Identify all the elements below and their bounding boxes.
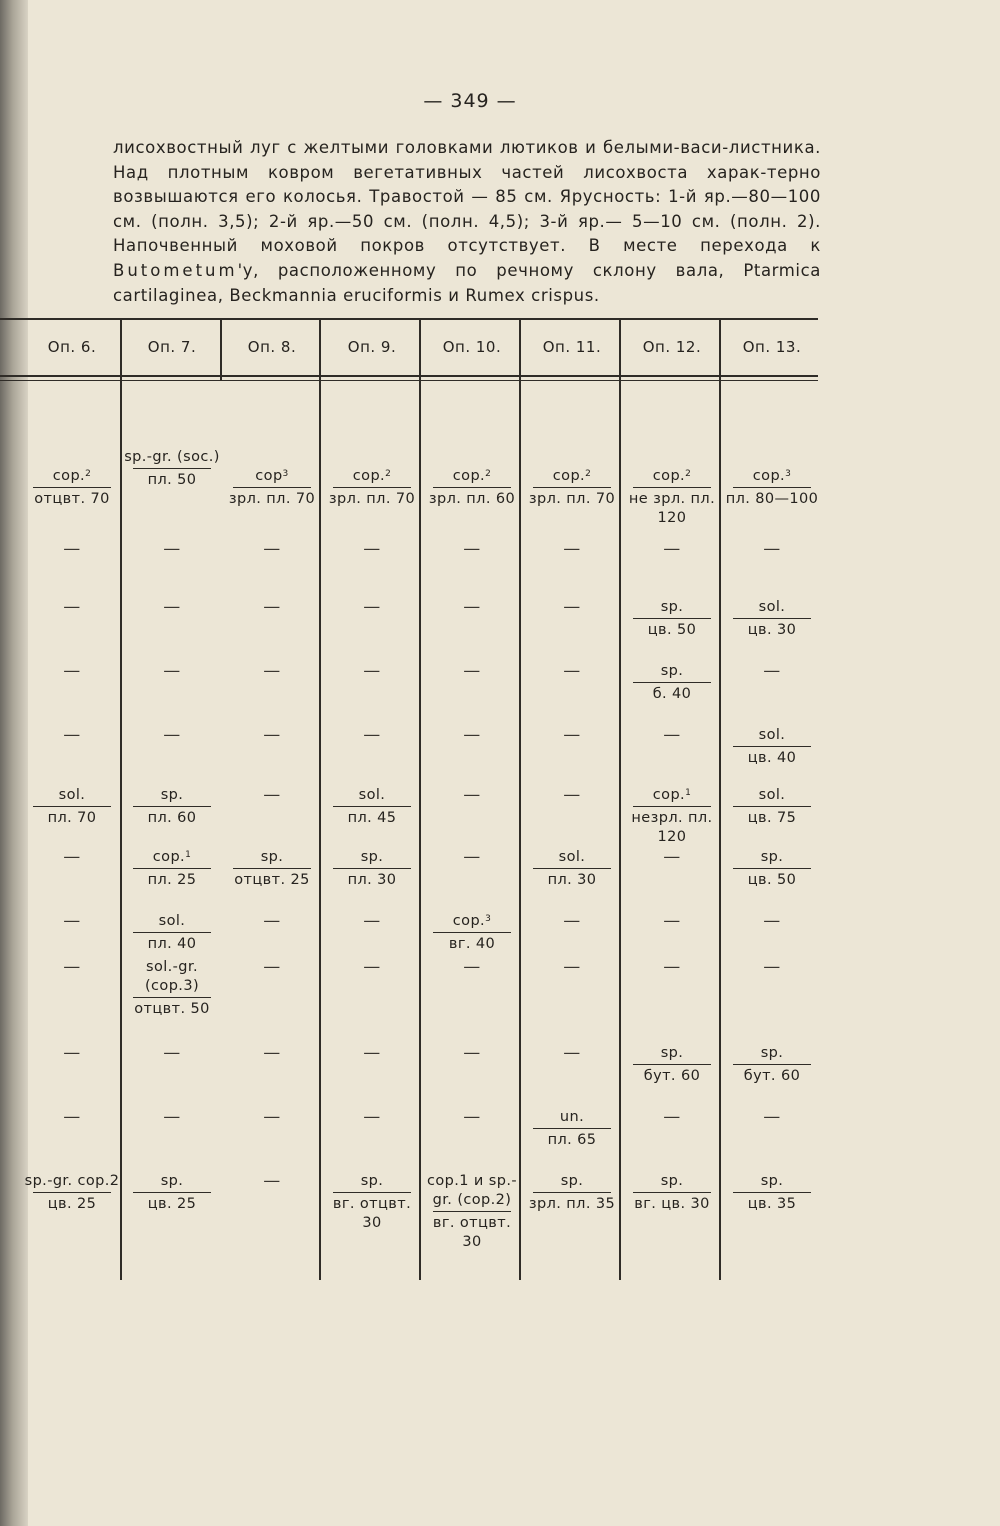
dash-mark: — xyxy=(63,661,81,681)
dash-mark: — xyxy=(463,725,481,745)
column-header-op11: Оп. 11. xyxy=(542,338,602,356)
cell-phenology: не зрл. пл. 120 xyxy=(628,491,716,527)
table-cell xyxy=(522,467,622,509)
table-cell-empty xyxy=(222,912,322,931)
dash-mark: — xyxy=(163,661,181,681)
cell-superscript: 3 xyxy=(282,469,289,479)
table-cell-empty xyxy=(622,1108,722,1127)
table-cell xyxy=(122,786,222,828)
table-cell-empty xyxy=(222,540,322,559)
cell-phenology: пл. 70 xyxy=(47,810,97,827)
fraction-rule xyxy=(733,487,811,488)
cell-phenology: пл. 80—100 xyxy=(725,491,819,508)
cell-phenology: вг. отцвт. 30 xyxy=(432,1215,512,1251)
dash-mark: — xyxy=(463,847,481,867)
table-cell xyxy=(722,726,822,768)
cell-abundance: cop$^3$ xyxy=(255,468,289,484)
cell-superscript: 1 xyxy=(185,850,192,860)
cell-abundance: cop.$^3$ xyxy=(452,913,492,929)
table-cell-empty xyxy=(422,540,522,559)
cell-abundance: sp. xyxy=(260,849,284,865)
cell-abundance: cop.$^2$ xyxy=(52,468,92,484)
dash-mark: — xyxy=(463,957,481,977)
cell-phenology: пл. 30 xyxy=(347,872,397,889)
dash-mark: — xyxy=(663,957,681,977)
cell-abundance: cop.$^2$ xyxy=(352,468,392,484)
dash-mark: — xyxy=(263,661,281,681)
dash-mark: — xyxy=(763,661,781,681)
dash-mark: — xyxy=(663,725,681,745)
table-cell-empty xyxy=(422,1044,522,1063)
cell-phenology: цв. 25 xyxy=(147,1196,197,1213)
fraction-rule xyxy=(733,868,811,869)
fraction-rule xyxy=(633,1192,711,1193)
table-cell-empty xyxy=(422,1108,522,1127)
table-cell-empty xyxy=(322,598,422,617)
cell-abundance: sol. xyxy=(58,787,86,803)
cell-superscript: 3 xyxy=(485,914,492,924)
table-cell-empty xyxy=(522,540,622,559)
cell-abundance: sp. xyxy=(360,1173,384,1189)
table-cell-empty xyxy=(722,1108,822,1127)
cell-abundance: sp. xyxy=(660,599,684,615)
fraction-rule xyxy=(133,932,211,933)
cell-abundance: cop.$^1$ xyxy=(652,787,692,803)
table-cell-empty xyxy=(522,912,622,931)
cell-phenology: цв. 25 xyxy=(47,1196,97,1213)
cell-abundance: sol. xyxy=(758,599,786,615)
table-cell-empty xyxy=(322,958,422,977)
fraction-rule xyxy=(633,682,711,683)
table-cell-empty xyxy=(322,1108,422,1127)
dash-mark: — xyxy=(463,539,481,559)
dash-mark: — xyxy=(363,725,381,745)
cell-phenology: зрл. пл. 35 xyxy=(528,1196,616,1213)
dash-mark: — xyxy=(263,785,281,805)
table-cell-empty xyxy=(422,726,522,745)
table-cell xyxy=(422,912,522,954)
fraction-rule xyxy=(333,1192,411,1193)
table-cell-empty xyxy=(622,726,722,745)
fraction-rule xyxy=(633,618,711,619)
fraction-rule xyxy=(433,932,511,933)
table-cell-empty xyxy=(622,958,722,977)
table-cell xyxy=(622,467,722,528)
cell-phenology: отцвт. 70 xyxy=(34,491,110,508)
cell-phenology: зрл. пл. 70 xyxy=(328,491,416,508)
cell-abundance: sol. xyxy=(558,849,586,865)
fraction-rule xyxy=(33,1192,111,1193)
table-cell-empty xyxy=(722,540,822,559)
cell-abundance: sp.-gr. (soc.) xyxy=(124,449,220,465)
fraction-rule xyxy=(533,487,611,488)
column-header-op9: Оп. 9. xyxy=(347,338,397,356)
dash-mark: — xyxy=(563,661,581,681)
table-cell-empty xyxy=(222,786,322,805)
table-cell xyxy=(122,912,222,954)
dash-mark: — xyxy=(63,597,81,617)
dash-mark: — xyxy=(263,957,281,977)
cell-phenology: цв. 35 xyxy=(747,1196,797,1213)
cell-abundance: un. xyxy=(559,1109,585,1125)
table-cell-empty xyxy=(322,912,422,931)
fraction-rule xyxy=(233,868,311,869)
table-cell-empty xyxy=(122,726,222,745)
table-cell-empty xyxy=(322,662,422,681)
table-cell xyxy=(22,786,122,828)
cell-phenology: цв. 30 xyxy=(747,622,797,639)
dash-mark: — xyxy=(463,1043,481,1063)
table-cell-empty xyxy=(722,958,822,977)
intro-text-part-2: 'у, расположенному по речному склону вала, Ptarmica cartilaginea, Beckmannia eruciformis и Rumex crispus. xyxy=(113,260,821,305)
table-cell xyxy=(122,1172,222,1214)
table-cell-empty xyxy=(22,726,122,745)
table-cell-empty xyxy=(22,662,122,681)
table-cell xyxy=(322,786,422,828)
table-cell-empty xyxy=(122,1044,222,1063)
cell-abundance: sp. xyxy=(360,849,384,865)
table-cell xyxy=(422,1172,522,1252)
cell-phenology: пл. 65 xyxy=(547,1132,597,1149)
cell-phenology: цв. 50 xyxy=(747,872,797,889)
table-cell-empty xyxy=(422,848,522,867)
intro-butometum: Butometum xyxy=(113,260,238,280)
fraction-rule xyxy=(233,487,311,488)
table-cell xyxy=(122,848,222,890)
cell-phenology: пл. 60 xyxy=(147,810,197,827)
fraction-rule xyxy=(633,806,711,807)
fraction-rule xyxy=(433,487,511,488)
cell-phenology: вг. 40 xyxy=(448,936,496,953)
table-cell-empty xyxy=(522,662,622,681)
dash-mark: — xyxy=(663,911,681,931)
dash-mark: — xyxy=(663,847,681,867)
column-header-op6: Оп. 6. xyxy=(47,338,97,356)
table-cell xyxy=(722,1044,822,1086)
dash-mark: — xyxy=(563,957,581,977)
table-cell-empty xyxy=(722,912,822,931)
dash-mark: — xyxy=(763,957,781,977)
cell-phenology: пл. 30 xyxy=(547,872,597,889)
cell-phenology: зрл. пл. 70 xyxy=(528,491,616,508)
cell-abundance: cop.$^2$ xyxy=(552,468,592,484)
cell-superscript: 2 xyxy=(485,469,492,479)
table-cell xyxy=(522,848,622,890)
dash-mark: — xyxy=(263,911,281,931)
fraction-rule xyxy=(733,1192,811,1193)
cell-abundance: sp. xyxy=(560,1173,584,1189)
table-cell-empty xyxy=(422,662,522,681)
dash-mark: — xyxy=(263,597,281,617)
dash-mark: — xyxy=(463,661,481,681)
table-cell-empty xyxy=(522,958,622,977)
table-cell xyxy=(222,848,322,890)
intro-text-part-1: лисохвостный луг с желтыми головками лютиков и белыми-васи-листника. Над плотным ковром вегетативных частей лисохвоста харак-терно возвышаются его колосья. Травостой — 85 см. Ярусность: 1-й яр.—80—100 см. (полн. 3,5); 2-й яр.—50 см. (полн. 4,5); 3-й яр.— 5—10 см. (полн. 2). Напочвенный моховой покров отсутствует. В месте перехода к xyxy=(113,138,821,256)
cell-superscript: 2 xyxy=(385,469,392,479)
dash-mark: — xyxy=(563,539,581,559)
table-top-rule xyxy=(0,318,818,320)
dash-mark: — xyxy=(363,1107,381,1127)
cell-abundance: cop.1 и sp.-gr. (cop.2) xyxy=(427,1173,517,1208)
table-cell xyxy=(422,467,522,509)
column-divider xyxy=(220,318,222,380)
fraction-rule xyxy=(433,1211,511,1212)
cell-phenology: пл. 40 xyxy=(147,936,197,953)
table-cell-empty xyxy=(522,598,622,617)
dash-mark: — xyxy=(663,539,681,559)
cell-abundance: sol. xyxy=(758,787,786,803)
table-cell-empty xyxy=(22,912,122,931)
cell-phenology: бут. 60 xyxy=(643,1068,701,1085)
table-cell-empty xyxy=(422,958,522,977)
column-header-op13: Оп. 13. xyxy=(742,338,802,356)
table-cell xyxy=(722,786,822,828)
cell-abundance: cop.$^2$ xyxy=(652,468,692,484)
cell-abundance: sol. xyxy=(158,913,186,929)
cell-abundance: sp. xyxy=(660,1173,684,1189)
dash-mark: — xyxy=(463,597,481,617)
cell-phenology: бут. 60 xyxy=(743,1068,801,1085)
fraction-rule xyxy=(33,487,111,488)
table-cell-empty xyxy=(122,662,222,681)
table-cell-empty xyxy=(22,1108,122,1127)
fraction-rule xyxy=(133,868,211,869)
fraction-rule xyxy=(733,618,811,619)
cell-abundance: cop.$^3$ xyxy=(752,468,792,484)
cell-abundance: sol. xyxy=(358,787,386,803)
fraction-rule xyxy=(633,487,711,488)
table-cell xyxy=(522,1172,622,1214)
table-cell xyxy=(622,786,722,847)
dash-mark: — xyxy=(363,957,381,977)
table-cell-empty xyxy=(22,1044,122,1063)
dash-mark: — xyxy=(363,597,381,617)
fraction-rule xyxy=(533,1192,611,1193)
column-header-op10: Оп. 10. xyxy=(442,338,502,356)
dash-mark: — xyxy=(163,725,181,745)
table-cell xyxy=(122,448,222,490)
table-cell xyxy=(22,467,122,509)
table-cell-empty xyxy=(722,662,822,681)
table-cell-empty xyxy=(622,540,722,559)
dash-mark: — xyxy=(563,725,581,745)
fraction-rule xyxy=(333,806,411,807)
cell-phenology: отцвт. 25 xyxy=(234,872,310,889)
dash-mark: — xyxy=(63,957,81,977)
fraction-rule xyxy=(533,868,611,869)
dash-mark: — xyxy=(163,1107,181,1127)
table-cell-empty xyxy=(222,1108,322,1127)
dash-mark: — xyxy=(363,911,381,931)
table-cell-empty xyxy=(422,786,522,805)
cell-phenology: пл. 25 xyxy=(147,872,197,889)
fraction-rule xyxy=(133,997,211,998)
page-number: — 349 — xyxy=(423,90,517,112)
dash-mark: — xyxy=(363,1043,381,1063)
cell-abundance: sol.-gr. (cop.3) xyxy=(145,959,199,994)
dash-mark: — xyxy=(63,539,81,559)
cell-phenology: вг. цв. 30 xyxy=(634,1196,710,1213)
table-cell xyxy=(322,848,422,890)
cell-abundance: sp. xyxy=(760,849,784,865)
table-cell-empty xyxy=(222,726,322,745)
table-cell xyxy=(722,1172,822,1214)
table-cell-empty xyxy=(122,1108,222,1127)
dash-mark: — xyxy=(563,911,581,931)
table-cell-empty xyxy=(322,540,422,559)
fraction-rule xyxy=(733,746,811,747)
table-cell-empty xyxy=(322,1044,422,1063)
table-cell xyxy=(722,598,822,640)
cell-phenology: цв. 50 xyxy=(647,622,697,639)
cell-phenology: б. 40 xyxy=(652,686,692,703)
cell-abundance: cop.$^2$ xyxy=(452,468,492,484)
cell-abundance: cop.$^1$ xyxy=(152,849,192,865)
table-cell-empty xyxy=(222,958,322,977)
dash-mark: — xyxy=(663,1107,681,1127)
fraction-rule xyxy=(533,1128,611,1129)
table-cell-empty xyxy=(122,540,222,559)
cell-abundance: sp. xyxy=(160,1173,184,1189)
dash-mark: — xyxy=(363,661,381,681)
table-cell-empty xyxy=(522,1044,622,1063)
cell-phenology: зрл. пл. 70 xyxy=(228,491,316,508)
table-cell-empty xyxy=(222,1044,322,1063)
column-header-op12: Оп. 12. xyxy=(642,338,702,356)
dash-mark: — xyxy=(163,1043,181,1063)
dash-mark: — xyxy=(563,597,581,617)
fraction-rule xyxy=(33,806,111,807)
dash-mark: — xyxy=(263,1171,281,1191)
table-cell xyxy=(522,1108,622,1150)
dash-mark: — xyxy=(63,847,81,867)
dash-mark: — xyxy=(363,539,381,559)
cell-phenology: отцвт. 50 xyxy=(134,1001,210,1018)
dash-mark: — xyxy=(263,539,281,559)
dash-mark: — xyxy=(463,785,481,805)
table-cell xyxy=(222,467,322,509)
table-cell-empty xyxy=(622,848,722,867)
dash-mark: — xyxy=(563,785,581,805)
fraction-rule xyxy=(733,806,811,807)
table-cell xyxy=(122,958,222,1019)
table-cell-empty xyxy=(622,912,722,931)
table-header-bottom-rule-2 xyxy=(0,380,818,381)
table-cell-empty xyxy=(22,848,122,867)
cell-phenology: цв. 75 xyxy=(747,810,797,827)
cell-superscript: 3 xyxy=(785,469,792,479)
cell-phenology: цв. 40 xyxy=(747,750,797,767)
cell-phenology: вг. отцвт. 30 xyxy=(332,1196,412,1232)
dash-mark: — xyxy=(63,1043,81,1063)
fraction-rule xyxy=(333,487,411,488)
table-cell xyxy=(322,467,422,509)
dash-mark: — xyxy=(63,725,81,745)
table-cell xyxy=(722,848,822,890)
dash-mark: — xyxy=(63,1107,81,1127)
cell-phenology: пл. 50 xyxy=(147,472,197,489)
dash-mark: — xyxy=(563,1043,581,1063)
table-header-bottom-rule xyxy=(0,375,818,377)
cell-phenology: пл. 45 xyxy=(347,810,397,827)
dash-mark: — xyxy=(763,1107,781,1127)
fraction-rule xyxy=(133,1192,211,1193)
cell-abundance: sp. xyxy=(660,663,684,679)
table-cell-empty xyxy=(522,726,622,745)
table-cell-empty xyxy=(22,540,122,559)
table-cell-empty xyxy=(322,726,422,745)
cell-phenology: зрл. пл. 60 xyxy=(428,491,516,508)
table-cell xyxy=(622,662,722,704)
dash-mark: — xyxy=(463,1107,481,1127)
dash-mark: — xyxy=(163,597,181,617)
fraction-rule xyxy=(733,1064,811,1065)
dash-mark: — xyxy=(763,911,781,931)
cell-superscript: 2 xyxy=(685,469,692,479)
cell-superscript: 1 xyxy=(685,788,692,798)
table-cell-empty xyxy=(22,598,122,617)
table-cell xyxy=(722,467,822,509)
cell-abundance: sol. xyxy=(758,727,786,743)
cell-abundance: sp. xyxy=(660,1045,684,1061)
cell-superscript: 2 xyxy=(85,469,92,479)
table-cell-empty xyxy=(122,598,222,617)
fraction-rule xyxy=(633,1064,711,1065)
table-cell xyxy=(322,1172,422,1233)
table-cell-empty xyxy=(22,958,122,977)
dash-mark: — xyxy=(163,539,181,559)
dash-mark: — xyxy=(263,725,281,745)
table-cell xyxy=(22,1172,122,1214)
dash-mark: — xyxy=(763,539,781,559)
table-cell-empty xyxy=(222,662,322,681)
dash-mark: — xyxy=(63,911,81,931)
table-cell xyxy=(622,1044,722,1086)
column-header-op7: Оп. 7. xyxy=(147,338,197,356)
table-cell xyxy=(622,1172,722,1214)
cell-abundance: sp. xyxy=(160,787,184,803)
table-cell xyxy=(622,598,722,640)
table-cell-empty xyxy=(422,598,522,617)
table-cell-empty xyxy=(222,598,322,617)
table-cell-empty xyxy=(222,1172,322,1191)
cell-abundance: sp. xyxy=(760,1173,784,1189)
cell-abundance: sp.-gr. cop.2 xyxy=(24,1173,120,1189)
cell-superscript: 2 xyxy=(585,469,592,479)
fraction-rule xyxy=(133,468,211,469)
column-header-op8: Оп. 8. xyxy=(247,338,297,356)
fraction-rule xyxy=(133,806,211,807)
cell-phenology: незрл. пл. 120 xyxy=(631,810,713,846)
dash-mark: — xyxy=(263,1107,281,1127)
cell-abundance: sp. xyxy=(760,1045,784,1061)
dash-mark: — xyxy=(263,1043,281,1063)
fraction-rule xyxy=(333,868,411,869)
table-cell-empty xyxy=(522,786,622,805)
